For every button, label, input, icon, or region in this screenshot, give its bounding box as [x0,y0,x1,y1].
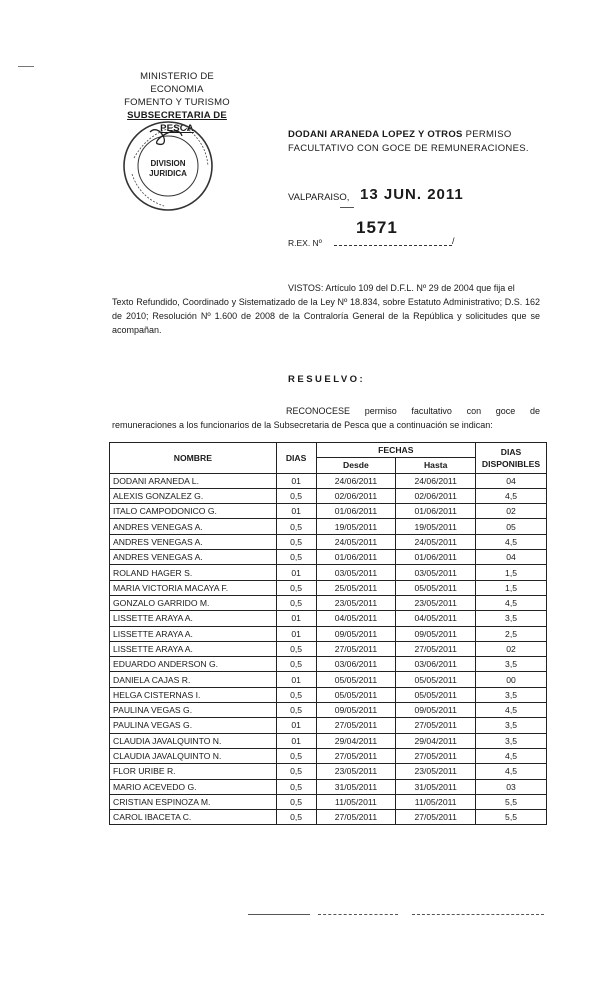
cell-dias: 0,5 [276,794,316,809]
cell-desde: 01/06/2011 [316,504,396,519]
cell-nombre: ROLAND HAGER S. [110,565,277,580]
cell-desde: 19/05/2011 [316,519,396,534]
cell-nombre: ITALO CAMPODONICO G. [110,504,277,519]
cell-disponibles: 4,5 [476,748,547,763]
cell-nombre: GONZALO GARRIDO M. [110,595,277,610]
resuelvo-heading: RESUELVO: [288,374,366,385]
table-row [110,672,547,687]
signature-line [412,914,544,915]
cell-disponibles: 1,5 [476,580,547,595]
title-bold: DODANI ARANEDA LOPEZ Y OTROS [288,129,463,140]
cell-disponibles: 4,5 [476,488,547,503]
cell-nombre: PAULINA VEGAS G. [110,718,277,733]
cell-hasta: 05/05/2011 [396,687,476,702]
cell-hasta: 19/05/2011 [396,519,476,534]
resolution-underline [334,245,452,246]
cell-disponibles: 4,5 [476,595,547,610]
table-row [110,550,547,565]
cell-hasta: 05/05/2011 [396,672,476,687]
table-body [110,473,547,825]
cell-dias: 0,5 [276,641,316,656]
cell-disponibles: 5,5 [476,810,547,825]
cell-dias: 0,5 [276,779,316,794]
cell-nombre: MARIO ACEVEDO G. [110,779,277,794]
vistos-paragraph: Texto Refundido, Coordinado y Sistematizado de la Ley Nº 18.834, sobre Estatuto Administrativo; D.S. 162 de 2010; Resolución Nº 1.600 de 2008 de la Contraloría General de la República y solicitudes que se acompañan. [112,297,540,335]
table-row [110,687,547,702]
resolution-number: 1571 [356,218,398,237]
cell-hasta: 31/05/2011 [396,779,476,794]
cell-dias: 0,5 [276,764,316,779]
cell-hasta: 01/06/2011 [396,550,476,565]
cell-hasta: 27/05/2011 [396,810,476,825]
table-row [110,473,547,488]
cell-disponibles: 2,5 [476,626,547,641]
vistos-line1: VISTOS: Artículo 109 del D.F.L. Nº 29 de 2004 que fija el [288,283,515,293]
cell-desde: 31/05/2011 [316,779,396,794]
cell-desde: 04/05/2011 [316,611,396,626]
col-header-nombre: NOMBRE [110,443,277,474]
cell-dias: 0,5 [276,810,316,825]
table-row [110,764,547,779]
cell-hasta: 03/06/2011 [396,657,476,672]
reconoce-paragraph: RECONOCESE permiso facultativo con goce de remuneraciones a los funcionarios de la Subsecretaria de Pesca que a continuación se indican: [112,406,540,430]
cell-hasta: 27/05/2011 [396,718,476,733]
place-label: VALPARAISO, [288,192,350,203]
cell-dias: 0,5 [276,595,316,610]
table-row [110,595,547,610]
cell-hasta: 05/05/2011 [396,580,476,595]
cell-dias: 0,5 [276,748,316,763]
cell-disponibles: 04 [476,473,547,488]
cell-dias: 0,5 [276,488,316,503]
cell-desde: 27/05/2011 [316,641,396,656]
col-header-disp-line2: DISPONIBLES [481,458,541,469]
col-header-hasta: Hasta [396,458,476,473]
table-row [110,733,547,748]
cell-desde: 23/05/2011 [316,595,396,610]
cell-hasta: 27/05/2011 [396,641,476,656]
cell-desde: 11/05/2011 [316,794,396,809]
cell-desde: 05/05/2011 [316,687,396,702]
cell-desde: 01/06/2011 [316,550,396,565]
cell-hasta: 11/05/2011 [396,794,476,809]
dash-mark [340,207,354,208]
cell-hasta: 03/05/2011 [396,565,476,580]
cell-dias: 01 [276,718,316,733]
date-stamp: 13 JUN. 2011 [360,186,464,203]
cell-nombre: PAULINA VEGAS G. [110,703,277,718]
cell-desde: 03/05/2011 [316,565,396,580]
seal-text-line1: DIVISION [150,159,186,168]
vistos-first-line [288,281,540,295]
cell-hasta: 09/05/2011 [396,626,476,641]
table-row [110,748,547,763]
cell-nombre: CRISTIAN ESPINOZA M. [110,794,277,809]
table-row [110,611,547,626]
cell-hasta: 24/06/2011 [396,473,476,488]
ministry-line1: MINISTERIO DE ECONOMIA [140,71,214,95]
cell-desde: 09/05/2011 [316,626,396,641]
cell-dias: 01 [276,672,316,687]
cell-desde: 05/05/2011 [316,672,396,687]
table-row [110,794,547,809]
scan-mark [18,66,34,67]
cell-dias: 0,5 [276,580,316,595]
table-header-row [110,443,547,458]
table-row [110,779,547,794]
division-juridica-seal [120,118,216,214]
cell-disponibles: 5,5 [476,794,547,809]
cell-nombre: ALEXIS GONZALEZ G. [110,488,277,503]
cell-disponibles: 3,5 [476,718,547,733]
cell-disponibles: 00 [476,672,547,687]
cell-hasta: 27/05/2011 [396,748,476,763]
table-row [110,504,547,519]
cell-nombre: LISSETTE ARAYA A. [110,611,277,626]
cell-dias: 01 [276,504,316,519]
cell-hasta: 01/06/2011 [396,504,476,519]
cell-nombre: FLOR URIBE R. [110,764,277,779]
title-rest: PERMISO FACULTATIVO CON GOCE DE REMUNERACIONES. [288,129,529,154]
cell-disponibles: 3,5 [476,611,547,626]
table-row [110,626,547,641]
cell-desde: 23/05/2011 [316,764,396,779]
document-title [288,128,538,156]
cell-dias: 0,5 [276,550,316,565]
cell-desde: 03/06/2011 [316,657,396,672]
cell-disponibles: 4,5 [476,703,547,718]
cell-nombre: LISSETTE ARAYA A. [110,626,277,641]
table-row [110,718,547,733]
cell-desde: 27/05/2011 [316,810,396,825]
cell-disponibles: 3,5 [476,687,547,702]
table-row [110,488,547,503]
permisos-table [109,442,547,825]
cell-dias: 01 [276,565,316,580]
table-row [110,534,547,549]
table-row [110,703,547,718]
cell-nombre: DODANI ARANEDA L. [110,473,277,488]
cell-dias: 0,5 [276,687,316,702]
table-row [110,657,547,672]
cell-disponibles: 05 [476,519,547,534]
cell-dias: 01 [276,611,316,626]
cell-nombre: ANDRES VENEGAS A. [110,534,277,549]
cell-nombre: DANIELA CAJAS R. [110,672,277,687]
col-header-dias: DIAS [276,443,316,474]
cell-nombre: HELGA CISTERNAS I. [110,687,277,702]
cell-disponibles: 03 [476,779,547,794]
table-row [110,641,547,656]
col-header-desde: Desde [316,458,396,473]
col-header-disponibles [476,443,547,474]
cell-hasta: 23/05/2011 [396,764,476,779]
cell-nombre: EDUARDO ANDERSON G. [110,657,277,672]
ministry-line2: FOMENTO Y TURISMO [124,97,230,108]
signature-line [318,914,398,915]
col-header-fechas: FECHAS [316,443,476,458]
cell-disponibles: 02 [476,504,547,519]
cell-disponibles: 4,5 [476,764,547,779]
cell-desde: 27/05/2011 [316,748,396,763]
cell-disponibles: 04 [476,550,547,565]
cell-nombre: CLAUDIA JAVALQUINTO N. [110,748,277,763]
cell-hasta: 23/05/2011 [396,595,476,610]
cell-dias: 0,5 [276,657,316,672]
cell-disponibles: 4,5 [476,534,547,549]
cell-hasta: 29/04/2011 [396,733,476,748]
cell-desde: 27/05/2011 [316,718,396,733]
cell-disponibles: 02 [476,641,547,656]
cell-nombre: CAROL IBACETA C. [110,810,277,825]
cell-disponibles: 3,5 [476,657,547,672]
col-header-disp-line1: DIAS [500,446,522,457]
cell-hasta: 09/05/2011 [396,703,476,718]
table-row [110,810,547,825]
cell-hasta: 02/06/2011 [396,488,476,503]
cell-desde: 29/04/2011 [316,733,396,748]
cell-desde: 09/05/2011 [316,703,396,718]
cell-disponibles: 3,5 [476,733,547,748]
cell-dias: 01 [276,473,316,488]
resolution-slash: / [452,236,455,246]
cell-nombre: MARIA VICTORIA MACAYA F. [110,580,277,595]
ministry-line3: SUBSECRETARIA DE PESCA [127,110,227,134]
cell-hasta: 04/05/2011 [396,611,476,626]
seal-text-line2: JURIDICA [149,169,187,178]
table-row [110,519,547,534]
table-row [110,580,547,595]
cell-dias: 01 [276,626,316,641]
cell-disponibles: 1,5 [476,565,547,580]
cell-dias: 01 [276,733,316,748]
cell-dias: 0,5 [276,703,316,718]
signature-line [248,914,310,915]
resolution-label: R.EX. Nº [288,238,322,248]
cell-nombre: ANDRES VENEGAS A. [110,550,277,565]
cell-nombre: ANDRES VENEGAS A. [110,519,277,534]
cell-hasta: 24/05/2011 [396,534,476,549]
cell-desde: 02/06/2011 [316,488,396,503]
cell-nombre: CLAUDIA JAVALQUINTO N. [110,733,277,748]
cell-desde: 24/06/2011 [316,473,396,488]
cell-desde: 24/05/2011 [316,534,396,549]
cell-dias: 0,5 [276,519,316,534]
cell-desde: 25/05/2011 [316,580,396,595]
cell-nombre: LISSETTE ARAYA A. [110,641,277,656]
cell-dias: 0,5 [276,534,316,549]
table-row [110,565,547,580]
